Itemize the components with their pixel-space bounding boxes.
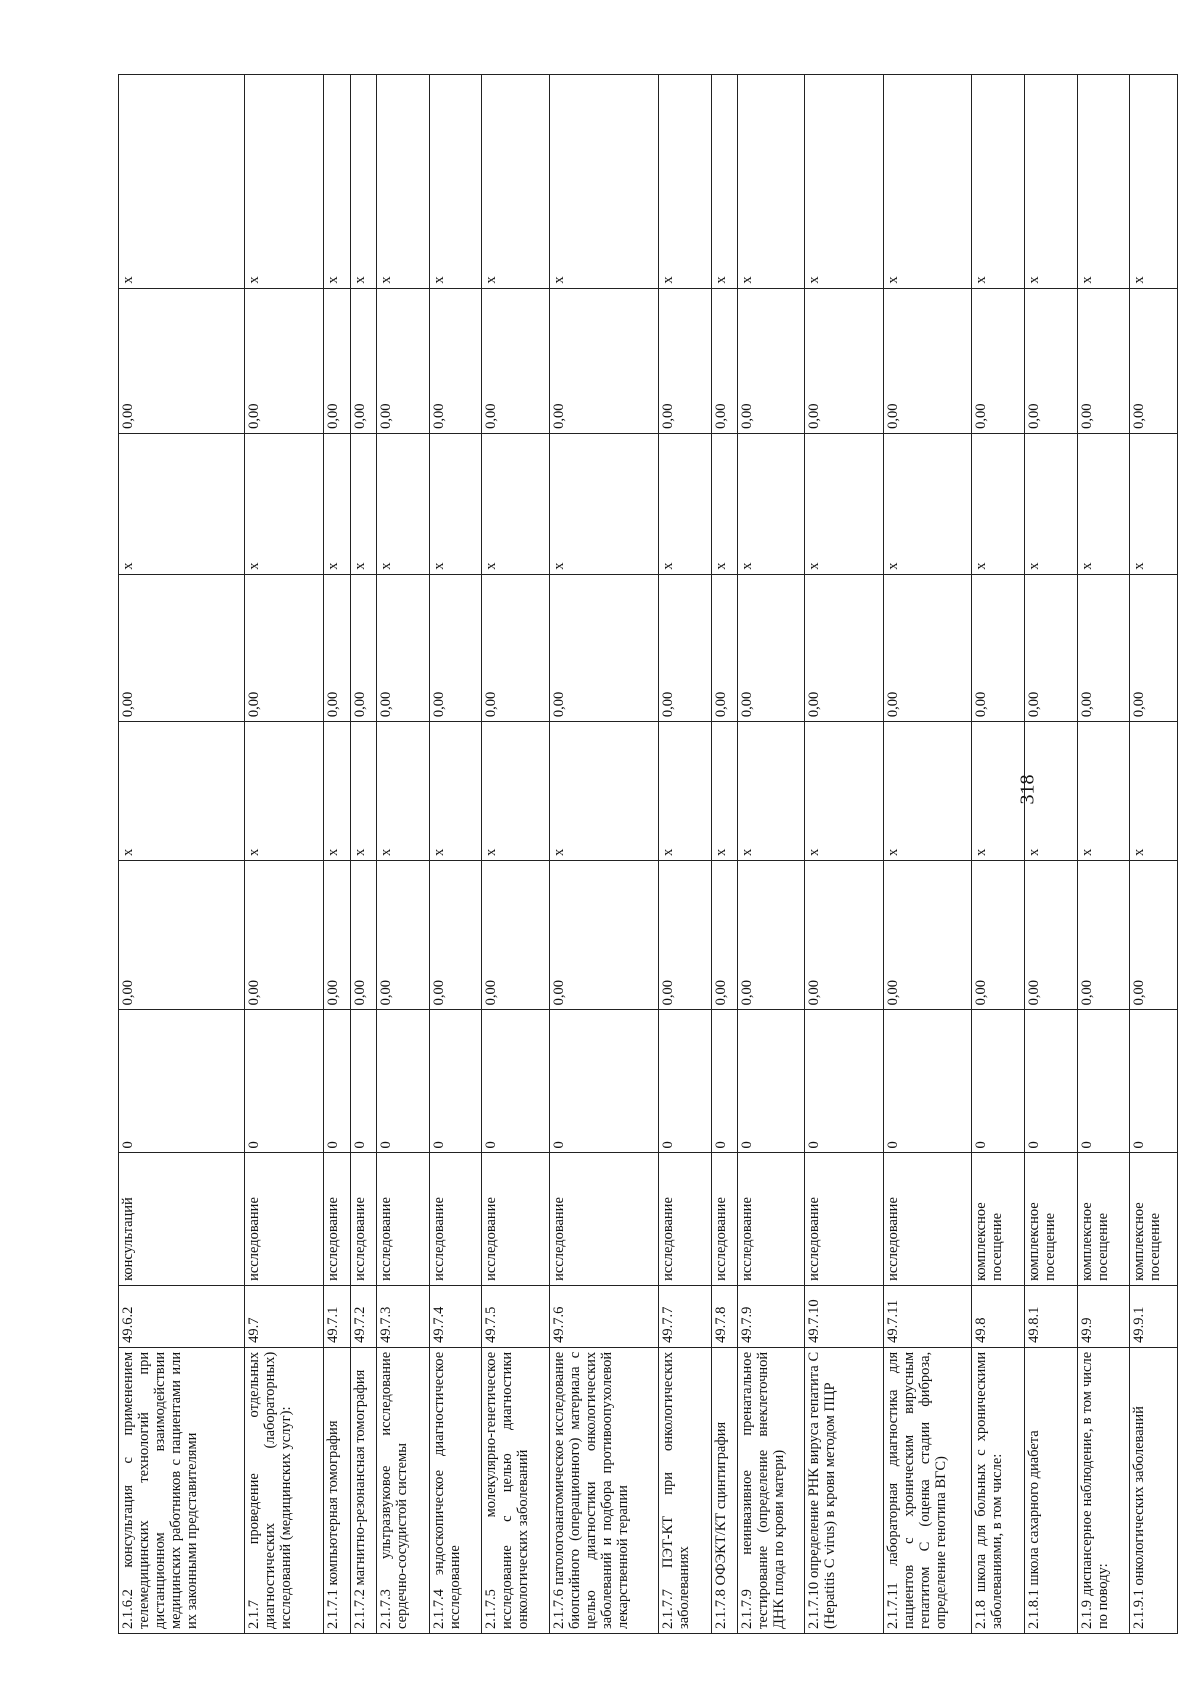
row-value-2: х — [482, 722, 549, 861]
row-code: 49.7.9 — [737, 1285, 804, 1347]
row-value-1: 0,00 — [119, 860, 245, 1009]
row-description: 2.1.6.2 консультация с применением телемедицинских технологий при дистанционном взаимодействии медицинских работников с пациентами или их законными представителями — [119, 1347, 245, 1633]
row-value-6: х — [1130, 75, 1178, 289]
row-description: 2.1.8 школа для больных с хроническими заболеваниями, в том числе: — [972, 1347, 1025, 1633]
row-count: 0 — [972, 1010, 1025, 1153]
row-unit — [429, 1153, 482, 1285]
row-unit — [549, 1153, 658, 1285]
unit-line: исследование — [806, 1197, 823, 1281]
page-number — [1008, 760, 1048, 820]
row-description: 2.1.7.1 компьютерная томография — [324, 1347, 350, 1633]
row-unit — [245, 1153, 324, 1285]
page-number-text: 318 — [1016, 774, 1039, 805]
row-value-3: 0,00 — [245, 574, 324, 721]
row-value-5: 0,00 — [658, 288, 711, 433]
row-value-3: 0,00 — [972, 574, 1025, 721]
row-unit — [972, 1153, 1025, 1285]
row-value-6: х — [119, 75, 245, 289]
table-row — [1130, 75, 1178, 1634]
row-count: 0 — [119, 1010, 245, 1153]
row-value-3: 0,00 — [1077, 574, 1130, 721]
table-row — [1025, 75, 1078, 1634]
row-description: 2.1.7.7 ПЭТ-КТ при онкологических заболеваниях — [658, 1347, 711, 1633]
row-value-5: 0,00 — [711, 288, 737, 433]
row-count: 0 — [1130, 1010, 1178, 1153]
row-value-5: 0,00 — [884, 288, 972, 433]
row-value-6: х — [711, 75, 737, 289]
row-value-5: 0,00 — [549, 288, 658, 433]
row-value-4: х — [805, 433, 884, 574]
row-value-5: 0,00 — [377, 288, 430, 433]
row-value-1: 0,00 — [549, 860, 658, 1009]
row-description: 2.1.7.11 лабораторная диагностика для пациентов с хроническим вирусным гепатитом С (оценка стадии фиброза, определение генотипа ВГС) — [884, 1347, 972, 1633]
row-value-5: 0,00 — [482, 288, 549, 433]
row-value-1: 0,00 — [972, 860, 1025, 1009]
table-body — [119, 75, 1178, 1634]
row-code: 49.7.2 — [350, 1285, 376, 1347]
unit-line: исследование — [659, 1197, 676, 1281]
row-value-6: х — [1077, 75, 1130, 289]
row-code: 49.7.6 — [549, 1285, 658, 1347]
row-count: 0 — [711, 1010, 737, 1153]
table-row — [1077, 75, 1130, 1634]
row-value-4: х — [658, 433, 711, 574]
row-value-3: 0,00 — [377, 574, 430, 721]
row-value-5: 0,00 — [737, 288, 804, 433]
row-value-3: 0,00 — [429, 574, 482, 721]
row-unit — [377, 1153, 430, 1285]
row-value-5: 0,00 — [429, 288, 482, 433]
table-row — [884, 75, 972, 1634]
row-value-1: 0,00 — [1130, 860, 1178, 1009]
row-value-6: х — [884, 75, 972, 289]
row-description: 2.1.7.8 ОФЭКТ/КТ сцинтиграфия — [711, 1347, 737, 1633]
table-row — [119, 75, 245, 1634]
row-value-4: х — [884, 433, 972, 574]
row-code: 49.7.7 — [658, 1285, 711, 1347]
row-code: 49.7 — [245, 1285, 324, 1347]
row-description: 2.1.7.10 определение РНК вируса гепатита С (Hepatitis C virus) в крови методом ПЦР — [805, 1347, 884, 1633]
row-value-2: х — [119, 722, 245, 861]
row-value-4: х — [377, 433, 430, 574]
row-value-2: х — [1130, 722, 1178, 861]
row-unit — [737, 1153, 804, 1285]
row-code: 49.9.1 — [1130, 1285, 1178, 1347]
unit-line: посещение — [989, 1212, 1006, 1281]
row-code: 49.7.4 — [429, 1285, 482, 1347]
row-count: 0 — [1077, 1010, 1130, 1153]
row-value-2: х — [737, 722, 804, 861]
row-count: 0 — [377, 1010, 430, 1153]
row-value-6: х — [245, 75, 324, 289]
unit-line: исследование — [550, 1197, 567, 1281]
row-value-6: х — [429, 75, 482, 289]
row-value-3: 0,00 — [482, 574, 549, 721]
row-count: 0 — [549, 1010, 658, 1153]
row-value-2: х — [245, 722, 324, 861]
row-value-2: х — [377, 722, 430, 861]
row-value-3: 0,00 — [350, 574, 376, 721]
row-description: 2.1.7.6 патологоанатомическое исследование биопсийного (операционного) материала с целью диагностики онкологических заболеваний и подбора противоопухолевой лекарственной терапии — [549, 1347, 658, 1633]
row-count: 0 — [429, 1010, 482, 1153]
row-value-6: х — [972, 75, 1025, 289]
row-value-4: х — [1077, 433, 1130, 574]
row-value-5: 0,00 — [245, 288, 324, 433]
row-value-1: 0,00 — [482, 860, 549, 1009]
row-code: 49.7.11 — [884, 1285, 972, 1347]
row-value-1: 0,00 — [350, 860, 376, 1009]
row-value-2: х — [658, 722, 711, 861]
row-value-2: х — [350, 722, 376, 861]
row-count: 0 — [1025, 1010, 1078, 1153]
row-value-3: 0,00 — [119, 574, 245, 721]
row-value-1: 0,00 — [658, 860, 711, 1009]
row-value-3: 0,00 — [1130, 574, 1178, 721]
row-value-2: х — [884, 722, 972, 861]
table-row — [350, 75, 376, 1634]
row-value-6: х — [482, 75, 549, 289]
rotated-table-sheet — [118, 74, 1178, 1634]
unit-line: исследование — [885, 1197, 902, 1281]
unit-line: комплексное — [1078, 1202, 1095, 1281]
row-value-4: х — [1130, 433, 1178, 574]
row-unit — [884, 1153, 972, 1285]
row-value-2: х — [805, 722, 884, 861]
row-code: 49.7.10 — [805, 1285, 884, 1347]
row-description: 2.1.7.9 неинвазивное пренатальное тестирование (определение внеклеточной ДНК плода по крови матери) — [737, 1347, 804, 1633]
unit-line: исследование — [738, 1197, 755, 1281]
row-value-2: х — [549, 722, 658, 861]
row-value-1: 0,00 — [324, 860, 350, 1009]
row-description: 2.1.7.4 эндоскопическое диагностическое исследование — [429, 1347, 482, 1633]
row-unit — [711, 1153, 737, 1285]
row-value-6: х — [805, 75, 884, 289]
unit-line: посещение — [1042, 1212, 1059, 1281]
row-unit — [324, 1153, 350, 1285]
row-value-1: 0,00 — [711, 860, 737, 1009]
row-value-4: х — [324, 433, 350, 574]
table-row — [711, 75, 737, 1634]
row-value-3: 0,00 — [805, 574, 884, 721]
row-unit — [1130, 1153, 1178, 1285]
row-count: 0 — [737, 1010, 804, 1153]
row-value-2: х — [324, 722, 350, 861]
row-code: 49.7.3 — [377, 1285, 430, 1347]
unit-line: комплексное — [1026, 1202, 1043, 1281]
row-value-6: х — [1025, 75, 1078, 289]
row-unit — [350, 1153, 376, 1285]
unit-line: исследование — [430, 1197, 447, 1281]
row-unit — [805, 1153, 884, 1285]
row-count: 0 — [324, 1010, 350, 1153]
row-value-4: х — [429, 433, 482, 574]
row-value-3: 0,00 — [711, 574, 737, 721]
unit-line: исследование — [378, 1197, 395, 1281]
table-row — [737, 75, 804, 1634]
row-value-4: х — [245, 433, 324, 574]
row-value-2: х — [972, 722, 1025, 861]
row-description: 2.1.7 проведение отдельных диагностических (лабораторных) исследований (медицинских услуг): — [245, 1347, 324, 1633]
row-value-3: 0,00 — [658, 574, 711, 721]
table-row — [658, 75, 711, 1634]
row-value-4: х — [711, 433, 737, 574]
row-value-6: х — [377, 75, 430, 289]
row-code: 49.7.1 — [324, 1285, 350, 1347]
table-row — [805, 75, 884, 1634]
table-row — [549, 75, 658, 1634]
table-row — [324, 75, 350, 1634]
row-code: 49.9 — [1077, 1285, 1130, 1347]
row-description: 2.1.7.3 ультразвуковое исследование сердечно-сосудистой системы — [377, 1347, 430, 1633]
unit-line: исследование — [712, 1197, 729, 1281]
row-value-1: 0,00 — [1025, 860, 1078, 1009]
row-code: 49.6.2 — [119, 1285, 245, 1347]
row-code: 49.8 — [972, 1285, 1025, 1347]
unit-line: комплексное — [1131, 1202, 1148, 1281]
unit-line: посещение — [1094, 1212, 1111, 1281]
row-value-4: х — [1025, 433, 1078, 574]
row-count: 0 — [482, 1010, 549, 1153]
unit-line: консультаций — [120, 1197, 136, 1281]
unit-line: исследование — [325, 1197, 342, 1281]
row-value-2: х — [429, 722, 482, 861]
row-description: 2.1.8.1 школа сахарного диабета — [1025, 1347, 1078, 1633]
row-value-4: х — [350, 433, 376, 574]
row-value-6: х — [350, 75, 376, 289]
row-description: 2.1.9 диспансерное наблюдение, в том числе по поводу: — [1077, 1347, 1130, 1633]
row-value-5: 0,00 — [1077, 288, 1130, 433]
row-value-5: 0,00 — [1130, 288, 1178, 433]
row-code: 49.8.1 — [1025, 1285, 1078, 1347]
row-value-3: 0,00 — [737, 574, 804, 721]
row-description: 2.1.7.5 молекулярно-генетическое исследование с целью диагностики онкологических заболеваний — [482, 1347, 549, 1633]
row-value-5: 0,00 — [350, 288, 376, 433]
row-value-4: х — [119, 433, 245, 574]
row-count: 0 — [350, 1010, 376, 1153]
unit-line: исследование — [246, 1197, 263, 1281]
row-unit — [482, 1153, 549, 1285]
row-unit — [1025, 1153, 1078, 1285]
row-value-1: 0,00 — [377, 860, 430, 1009]
table-row — [377, 75, 430, 1634]
row-value-4: х — [972, 433, 1025, 574]
data-table — [118, 74, 1178, 1634]
row-description: 2.1.7.2 магнитно-резонансная томография — [350, 1347, 376, 1633]
row-value-6: х — [549, 75, 658, 289]
row-count: 0 — [658, 1010, 711, 1153]
row-value-5: 0,00 — [972, 288, 1025, 433]
row-value-2: х — [1025, 722, 1078, 861]
table-row — [245, 75, 324, 1634]
row-value-3: 0,00 — [884, 574, 972, 721]
row-value-3: 0,00 — [549, 574, 658, 721]
unit-line: посещение — [1147, 1212, 1164, 1281]
table-row — [972, 75, 1025, 1634]
row-unit — [658, 1153, 711, 1285]
row-value-4: х — [549, 433, 658, 574]
row-value-1: 0,00 — [805, 860, 884, 1009]
row-value-4: х — [737, 433, 804, 574]
row-value-2: х — [711, 722, 737, 861]
row-value-5: 0,00 — [1025, 288, 1078, 433]
row-description: 2.1.9.1 онкологических заболеваний — [1130, 1347, 1178, 1633]
row-unit — [1077, 1153, 1130, 1285]
table-row — [429, 75, 482, 1634]
row-value-3: 0,00 — [324, 574, 350, 721]
row-unit — [119, 1153, 245, 1285]
row-value-1: 0,00 — [737, 860, 804, 1009]
row-value-1: 0,00 — [245, 860, 324, 1009]
table-row — [482, 75, 549, 1634]
row-value-5: 0,00 — [324, 288, 350, 433]
row-value-5: 0,00 — [805, 288, 884, 433]
row-value-1: 0,00 — [1077, 860, 1130, 1009]
row-count: 0 — [884, 1010, 972, 1153]
unit-line: комплексное — [973, 1202, 990, 1281]
row-value-1: 0,00 — [884, 860, 972, 1009]
row-value-4: х — [482, 433, 549, 574]
row-count: 0 — [805, 1010, 884, 1153]
row-value-1: 0,00 — [429, 860, 482, 1009]
row-value-6: х — [658, 75, 711, 289]
row-code: 49.7.8 — [711, 1285, 737, 1347]
row-value-3: 0,00 — [1025, 574, 1078, 721]
unit-line: исследование — [351, 1197, 368, 1281]
row-value-6: х — [324, 75, 350, 289]
unit-line: исследование — [483, 1197, 500, 1281]
row-count: 0 — [245, 1010, 324, 1153]
row-value-5: 0,00 — [119, 288, 245, 433]
row-value-6: х — [737, 75, 804, 289]
row-code: 49.7.5 — [482, 1285, 549, 1347]
row-value-2: х — [1077, 722, 1130, 861]
